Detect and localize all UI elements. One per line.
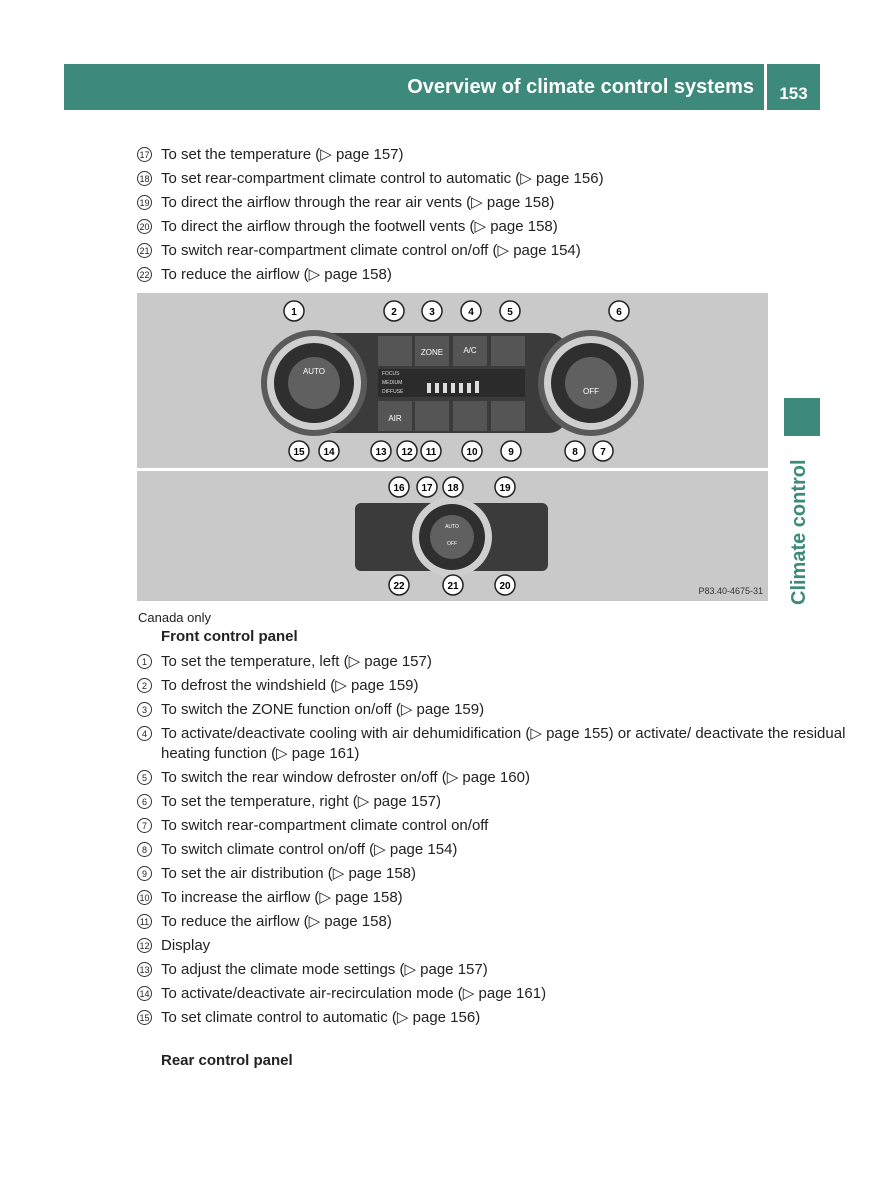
callout-number: 19 [499, 483, 511, 494]
callout-badge [461, 301, 481, 321]
figure-caption: Canada only [138, 610, 211, 625]
rear-dial-auto: AUTO [445, 524, 459, 530]
item-text: To set the temperature, left (▷ page 157) [161, 653, 432, 670]
callout-number: 14 [323, 447, 335, 458]
item-number-badge: 6 [137, 794, 152, 809]
side-tab-marker [784, 398, 820, 436]
item-text: To increase the airflow (▷ page 158) [161, 889, 403, 906]
callout-number: 8 [572, 447, 578, 458]
item-text: To activate/deactivate air-recirculation mode (▷ page 161) [161, 985, 547, 1002]
callout-number: 7 [600, 447, 606, 458]
callout-number: 21 [447, 581, 459, 592]
mode-focus: FOCUS [382, 371, 400, 377]
item-number-badge: 8 [137, 842, 152, 857]
max-defrost-button [378, 336, 412, 366]
item-text: To set the temperature (▷ page 157) [161, 146, 404, 163]
callout-number: 16 [393, 483, 405, 494]
callout-number: 2 [391, 307, 397, 318]
list-item [137, 982, 884, 1006]
callout-badge [462, 441, 482, 461]
rear-defrost-button [491, 336, 525, 366]
callout-badge [397, 441, 417, 461]
list-item [137, 934, 884, 958]
item-text: To activate/deactivate cooling with air dehumidification (▷ page 155) or activate/ deactivate the residual heating function (▷ page 161) [161, 725, 846, 762]
climate-control-figure [137, 293, 768, 601]
callout-badge [500, 301, 520, 321]
item-number-badge: 4 [137, 726, 152, 741]
item-number-badge: 11 [137, 914, 152, 929]
item-text: To defrost the windshield (▷ page 159) [161, 677, 419, 694]
callout-number: 22 [393, 581, 405, 592]
callout-number: 9 [508, 447, 514, 458]
list-front [137, 650, 884, 1030]
item-text: To set the air distribution (▷ page 158) [161, 865, 417, 882]
item-text: To switch rear-compartment climate control on/off [161, 817, 489, 834]
item-text: To direct the airflow through the footwell vents (▷ page 158) [161, 218, 558, 235]
callout-badge [565, 441, 585, 461]
callout-number: 17 [421, 483, 433, 494]
item-text: To set the temperature, right (▷ page 157) [161, 793, 442, 810]
chapter-header [64, 64, 764, 110]
callout-badge [495, 575, 515, 595]
list-top [137, 143, 604, 287]
item-number-badge: 12 [137, 938, 152, 953]
item-number-badge: 17 [137, 147, 152, 162]
side-section-label-text: Climate control [788, 459, 810, 605]
item-text: To reduce the airflow (▷ page 158) [161, 266, 392, 283]
item-text: To set rear-compartment climate control to automatic (▷ page 156) [161, 170, 604, 187]
list-item [137, 722, 884, 766]
item-number-badge: 14 [137, 986, 152, 1001]
callout-badge [421, 441, 441, 461]
list-item [137, 790, 884, 814]
list-item [137, 1006, 884, 1030]
right-dial-off: OFF [583, 387, 599, 396]
list-item [137, 862, 884, 886]
item-text: To switch rear-compartment climate control on/off (▷ page 154) [161, 242, 581, 259]
list-item [137, 766, 884, 790]
item-number-badge: 19 [137, 195, 152, 210]
list-item [137, 674, 884, 698]
callout-badge [371, 441, 391, 461]
callout-number: 1 [291, 307, 297, 318]
callout-badge [609, 301, 629, 321]
callout-number: 15 [293, 447, 305, 458]
item-text: To switch the ZONE function on/off (▷ page 159) [161, 701, 485, 718]
list-item [137, 263, 604, 287]
rear-dial-off: OFF [447, 541, 457, 547]
callout-number: 11 [425, 447, 437, 458]
list-item [137, 239, 604, 263]
callout-number: 6 [616, 307, 622, 318]
rear-panel-title: Rear control panel [161, 1052, 293, 1069]
callout-number: 12 [401, 447, 413, 458]
callout-badge [501, 441, 521, 461]
list-item [137, 650, 884, 674]
callout-number: 20 [499, 581, 511, 592]
item-text: To reduce the airflow (▷ page 158) [161, 913, 392, 930]
callout-badge [389, 575, 409, 595]
item-text: To switch climate control on/off (▷ page 154) [161, 841, 458, 858]
item-number-badge: 15 [137, 1010, 152, 1025]
mode-medium: MEDIUM [382, 380, 403, 386]
list-item [137, 215, 604, 239]
callout-badge [389, 477, 409, 497]
callout-number: 5 [507, 307, 513, 318]
callout-badge [289, 441, 309, 461]
front-left-dial [261, 330, 367, 436]
left-dial-auto: AUTO [302, 367, 326, 376]
callout-number: 10 [466, 447, 478, 458]
item-number-badge: 7 [137, 818, 152, 833]
item-number-badge: 18 [137, 171, 152, 186]
callout-badge [443, 477, 463, 497]
item-text: Display [161, 937, 211, 954]
list-item [137, 698, 884, 722]
air-label: AIR [388, 414, 402, 423]
list-item [137, 886, 884, 910]
list-item [137, 143, 604, 167]
fan-up-button [453, 401, 487, 431]
item-number-badge: 5 [137, 770, 152, 785]
callout-badge [284, 301, 304, 321]
ac-label: A/C [463, 346, 477, 355]
front-right-dial [538, 330, 644, 436]
item-number-badge: 22 [137, 267, 152, 282]
callout-number: 18 [447, 483, 459, 494]
front-panel-title: Front control panel [161, 628, 298, 645]
item-number-badge: 10 [137, 890, 152, 905]
item-number-badge: 1 [137, 654, 152, 669]
fan-down-button [415, 401, 449, 431]
rear-dial [412, 497, 492, 577]
callout-badge [443, 575, 463, 595]
air-distribution-button [491, 401, 525, 431]
item-number-badge: 20 [137, 219, 152, 234]
item-number-badge: 3 [137, 702, 152, 717]
callout-badge [422, 301, 442, 321]
callout-number: 3 [429, 307, 435, 318]
item-text: To set climate control to automatic (▷ page 156) [161, 1009, 481, 1026]
zone-label: ZONE [420, 348, 444, 357]
callout-badge [384, 301, 404, 321]
item-number-badge: 21 [137, 243, 152, 258]
list-item [137, 167, 604, 191]
list-item [137, 910, 884, 934]
item-text: To direct the airflow through the rear air vents (▷ page 158) [161, 194, 555, 211]
callout-number: 13 [375, 447, 387, 458]
list-item [137, 838, 884, 862]
page-number: 153 [767, 64, 820, 110]
callout-badge [593, 441, 613, 461]
callout-badge [319, 441, 339, 461]
callout-number: 4 [468, 307, 474, 318]
item-text: To adjust the climate mode settings (▷ page 157) [161, 961, 488, 978]
callout-badge [495, 477, 515, 497]
list-item [137, 191, 604, 215]
item-number-badge: 13 [137, 962, 152, 977]
list-item [137, 814, 884, 838]
figure-code: P83.40-4675-31 [698, 586, 763, 596]
item-number-badge: 2 [137, 678, 152, 693]
mode-diffuse: DIFFUSE [382, 389, 404, 395]
callout-badge [417, 477, 437, 497]
item-number-badge: 9 [137, 866, 152, 881]
item-text: To switch the rear window defroster on/off (▷ page 160) [161, 769, 530, 786]
list-item [137, 958, 884, 982]
chapter-title: Overview of climate control systems [407, 76, 754, 98]
side-section-label [780, 445, 820, 605]
